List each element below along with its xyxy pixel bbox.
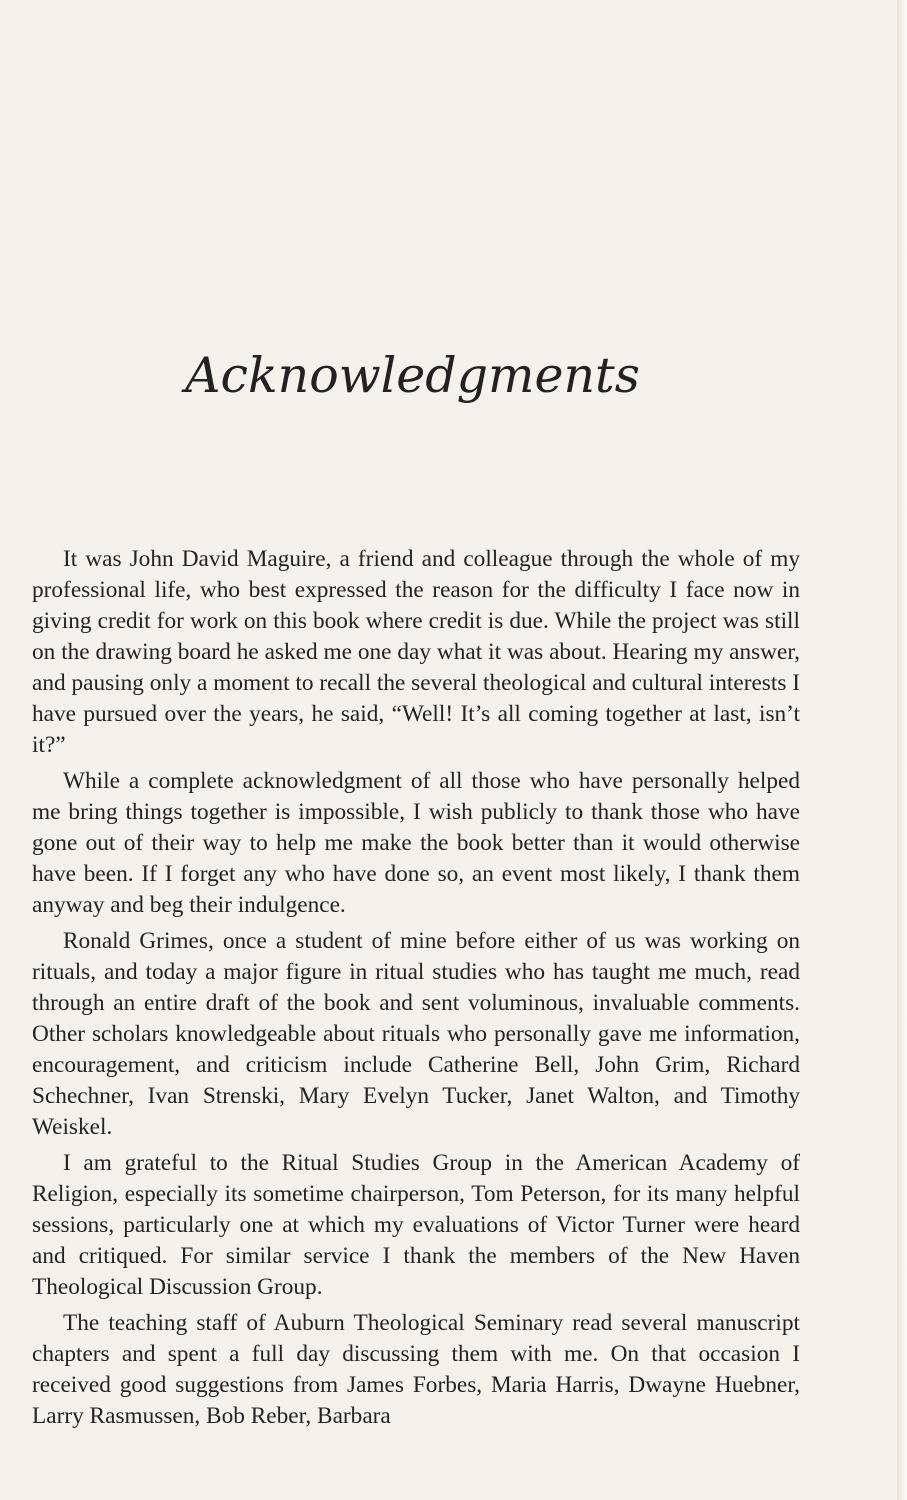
- paragraph-2: While a complete acknowledgment of all those who have personally helped me bring things together is impossible, I wish publicly to thank those who have gone out of their way to help me make the book better than it would otherwise have been. If I forget any who have done so, an event most likely, I thank them anyway and beg their indulgence.: [32, 768, 800, 918]
- body-text: [32, 544, 800, 1437]
- page-edge: [897, 0, 907, 1500]
- paragraph-1: It was John David Maguire, a friend and colleague through the whole of my professional life, who best expressed the reason for the difficulty I face now in giving credit for work on this book where credit is due. While the project was still on the drawing board he asked me one day what it was about. Hearing my answer, and pausing only a moment to recall the several theological and cultural interests I have pursued over the years, he said, “Well! It’s all coming together at last, isn’t it?”: [32, 546, 800, 758]
- paragraph-4: I am grateful to the Ritual Studies Group in the American Academy of Religion, especially its sometime chairperson, Tom Peterson, for its many helpful sessions, particularly one at which my evaluations of Victor Turner were heard and critiqued. For similar service I thank the members of the New Haven Theological Discussion Group.: [32, 1150, 800, 1300]
- page-title: Acknowledgments: [185, 347, 640, 404]
- paragraph-3: Ronald Grimes, once a student of mine before either of us was working on rituals, and today a major figure in ritual studies who has taught me much, read through an entire draft of the book and sent voluminous, invaluable comments. Other scholars knowledgeable about rituals who personally gave me information, encouragement, and criticism include Catherine Bell, John Grim, Richard Schechner, Ivan Strenski, Mary Evelyn Tucker, Janet Walton, and Timothy Weiskel.: [32, 928, 800, 1140]
- paragraph-5: The teaching staff of Auburn Theological Seminary read several manuscript chapters and spent a full day discussing them with me. On that occasion I received good suggestions from James Forbes, Maria Harris, Dwayne Huebner, Larry Rasmussen, Bob Reber, Barbara: [32, 1310, 800, 1429]
